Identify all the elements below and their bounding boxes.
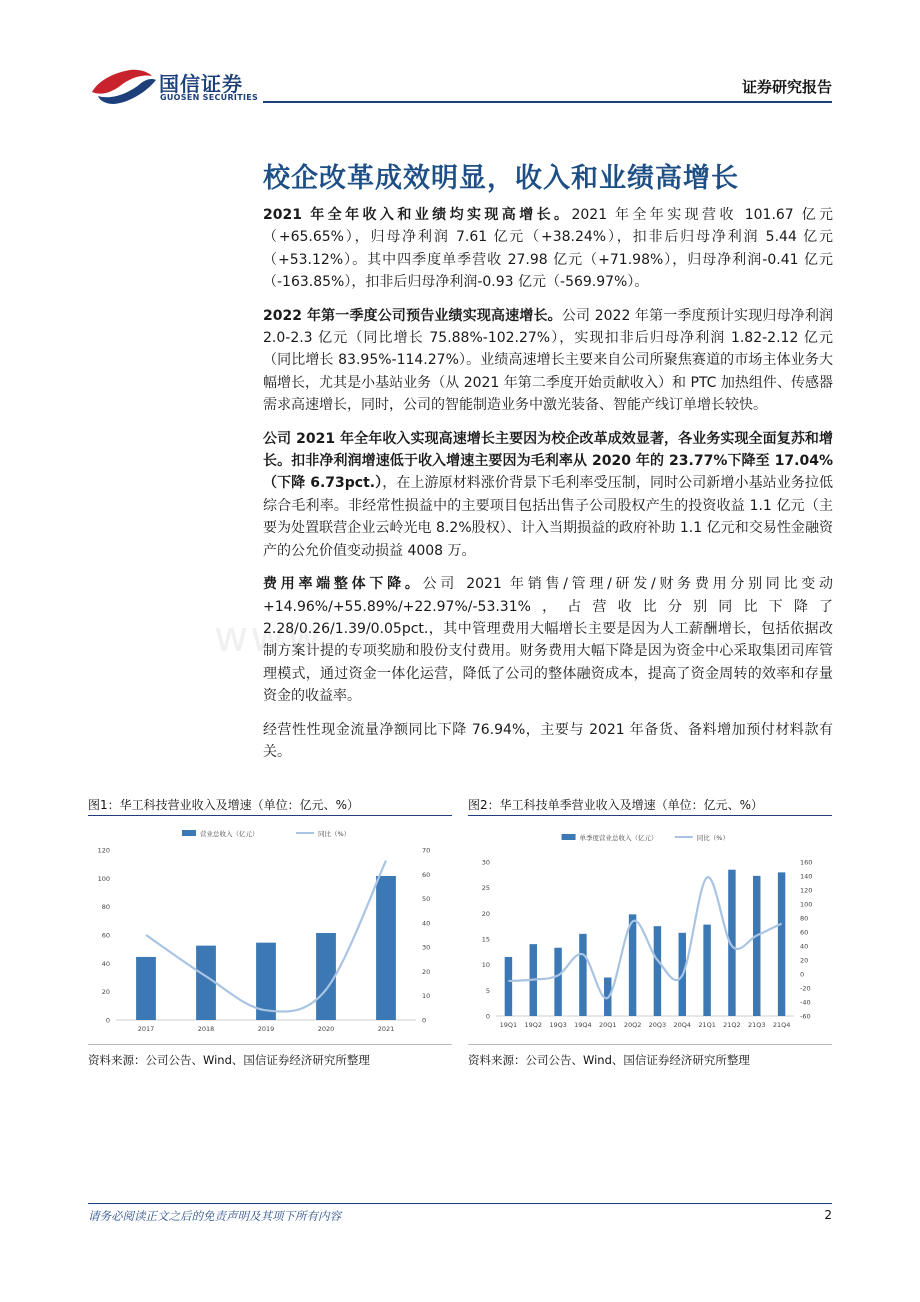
figure-1-chart bbox=[88, 820, 452, 1040]
legend-line-label: 同比（%） bbox=[696, 834, 729, 842]
y-left-tick-label: 80 bbox=[101, 903, 110, 912]
y-right-tick-label: -20 bbox=[800, 984, 811, 993]
paragraph-text: 公司 2021 年销售/管理/研发/财务费用分别同比变动+14.96%/+55.89%/+22.97%/-53.31%，占营收比分别同比下降了 2.28/0.26/1.39/0.05pct.，其中管理费用大幅增长主要是因为人工薪酬增长，包括依据改制方案计提的专项奖励和股份支付费用。财务费用大幅下降是因为资金中心采取集团司库管理模式，通过资金一体化运营，降低了公司的整体融资成本，提高了资金周转的效率和存量资金的收益率。 bbox=[263, 576, 833, 705]
y-left-tick-label: 60 bbox=[101, 931, 110, 940]
y-right-tick-label: 80 bbox=[800, 914, 809, 923]
x-tick-label: 2017 bbox=[137, 1025, 155, 1033]
x-tick-label: 19Q2 bbox=[524, 1021, 543, 1029]
y-right-tick-label: 40 bbox=[422, 919, 431, 928]
figure-2-top-rule bbox=[468, 815, 832, 816]
paragraph bbox=[263, 204, 833, 294]
legend-bar-swatch bbox=[182, 830, 196, 836]
y-left-tick-label: 20 bbox=[481, 909, 490, 918]
figure-2-source: 资料来源：公司公告、Wind、国信证券经济研究所整理 bbox=[468, 1053, 750, 1067]
bar bbox=[136, 957, 156, 1020]
paragraph bbox=[263, 305, 833, 417]
y-left-tick-label: 0 bbox=[485, 1012, 490, 1021]
y-left-tick-label: 30 bbox=[481, 858, 490, 867]
y-left-tick-label: 20 bbox=[101, 988, 110, 997]
y-right-tick-label: 20 bbox=[800, 956, 809, 965]
footer-disclaimer: 请务必阅读正文之后的免责声明及其项下所有内容 bbox=[88, 1209, 341, 1223]
y-right-tick-label: 60 bbox=[422, 870, 431, 879]
paragraph-lead: 2021 年全年收入和业绩均实现高增长。 bbox=[263, 207, 572, 223]
x-tick-label: 2019 bbox=[257, 1025, 275, 1033]
figure-1-top-rule bbox=[88, 815, 452, 816]
y-left-tick-label: 10 bbox=[481, 961, 490, 970]
body-text bbox=[263, 204, 833, 774]
paragraph-text: 2021 年全年实现营收 101.67 亿元（+65.65%），归母净利润 7.61 亿元（+38.24%），扣非后归母净利润 5.44 亿元（+53.12%）。其中四季度单季营收 27.98 亿元（+71.98%），归母净利润-0.41 亿元（-163.85%），扣非后归母净利润-0.93 亿元（-569.97%）。 bbox=[263, 207, 833, 291]
x-tick-label: 21Q3 bbox=[747, 1021, 766, 1029]
bar bbox=[753, 876, 760, 1016]
footer-divider bbox=[88, 1203, 832, 1204]
bar bbox=[376, 876, 396, 1020]
figure-1-title: 图1：华工科技营业收入及增速（单位：亿元、%） bbox=[88, 798, 360, 812]
figure-2-chart bbox=[468, 820, 832, 1040]
paragraph-lead: 公司 2021 年全年收入实现高速增长主要因为校企改革成效显著，各业务实现全面复苏和增长。扣非净利润增速低于收入增速主要因为毛利率从 2020 年的 23.77%下降至 17.04%（下降 6.73pct.） bbox=[263, 430, 833, 492]
legend-bar-swatch bbox=[562, 834, 576, 840]
y-right-tick-label: 60 bbox=[800, 928, 809, 937]
x-tick-label: 20Q3 bbox=[648, 1021, 667, 1029]
page-title: 校企改革成效明显，收入和业绩高增长 bbox=[263, 163, 739, 194]
x-tick-label: 2020 bbox=[317, 1025, 335, 1033]
report-type-label: 证券研究报告 bbox=[741, 78, 832, 96]
logo-english-name: GUOSEN SECURITIES bbox=[160, 93, 259, 102]
figure-2-bottom-rule bbox=[468, 1044, 832, 1045]
growth-line bbox=[508, 877, 781, 998]
paragraph bbox=[263, 428, 833, 562]
bar bbox=[703, 925, 710, 1016]
x-tick-label: 2021 bbox=[377, 1025, 395, 1033]
y-right-tick-label: 30 bbox=[422, 943, 431, 952]
y-left-tick-label: 100 bbox=[97, 874, 110, 883]
x-tick-label: 19Q3 bbox=[549, 1021, 567, 1029]
figure-2-title: 图2：华工科技单季营业收入及增速（单位：亿元、%） bbox=[468, 798, 764, 812]
x-tick-label: 21Q1 bbox=[698, 1021, 716, 1029]
legend-bar-label: 营业总收入（亿元） bbox=[200, 830, 259, 838]
header-divider bbox=[263, 101, 832, 103]
y-right-tick-label: 20 bbox=[422, 967, 431, 976]
bar bbox=[554, 948, 561, 1016]
y-left-tick-label: 5 bbox=[485, 986, 490, 995]
paragraph-text: 公司 2022 年第一季度预计实现归母净利润 2.0-2.3 亿元（同比增长 75.88%-102.27%），实现扣非后归母净利润 1.82-2.12 亿元（同比增长 83.95%-114.27%）。业绩高速增长主要来自公司所聚焦赛道的市场主体业务大幅增长，尤其是小基站业务（从 2021 年第二季度开始贡献收入）和 PTC 加热组件、传感器需求高速增长，同时，公司的智能制造业务中激光装备、智能产线订单增长较快。 bbox=[263, 307, 833, 414]
x-tick-label: 2018 bbox=[197, 1025, 215, 1033]
x-tick-label: 21Q4 bbox=[772, 1021, 791, 1029]
paragraph bbox=[263, 573, 833, 707]
x-tick-label: 20Q4 bbox=[673, 1021, 692, 1029]
page-number: 2 bbox=[824, 1208, 832, 1222]
watermark: www. bbox=[214, 612, 335, 661]
bar bbox=[316, 933, 336, 1020]
bar bbox=[654, 926, 661, 1016]
x-tick-label: 19Q4 bbox=[574, 1021, 592, 1029]
y-right-tick-label: -60 bbox=[800, 1012, 811, 1021]
y-right-tick-label: 70 bbox=[422, 846, 431, 855]
paragraph-text: ，在上游原材料涨价背景下毛利率受压制，同时公司新增小基站业务拉低综合毛利率。非经常性损益中的主要项目包括出售子公司股权产生的投资收益 1.1 亿元（主要为处置联营企业云岭光电 8.2%股权）、计入当期损益的政府补助 1.1 亿元和交易性金融资产的公允价值变动损益 4008 万。 bbox=[263, 475, 834, 559]
bar bbox=[629, 914, 636, 1016]
paragraph-lead: 费用率端整体下降。 bbox=[263, 576, 423, 593]
legend-bar-label: 单季度营业总收入（亿元） bbox=[579, 834, 658, 842]
paragraph-text: 经营性性现金流量净额同比下降 76.94%，主要与 2021 年备货、备料增加预付材料款有关。 bbox=[263, 721, 833, 760]
y-right-tick-label: 120 bbox=[800, 886, 813, 895]
bar bbox=[196, 946, 216, 1020]
x-tick-label: 20Q2 bbox=[623, 1021, 642, 1029]
bar bbox=[778, 872, 785, 1016]
y-right-tick-label: 160 bbox=[800, 858, 813, 867]
y-left-tick-label: 15 bbox=[481, 935, 490, 944]
y-right-tick-label: 50 bbox=[422, 895, 431, 904]
y-right-tick-label: 40 bbox=[800, 942, 809, 951]
y-right-tick-label: 0 bbox=[800, 970, 805, 979]
x-tick-label: 20Q1 bbox=[598, 1021, 617, 1029]
y-left-tick-label: 0 bbox=[105, 1016, 110, 1025]
bar bbox=[505, 957, 512, 1016]
paragraph-lead: 2022 年第一季度公司预告业绩实现高速增长。 bbox=[263, 307, 562, 324]
figure-1-source: 资料来源：公司公告、Wind、国信证券经济研究所整理 bbox=[88, 1053, 370, 1067]
y-left-tick-label: 40 bbox=[101, 959, 110, 968]
x-tick-label: 21Q2 bbox=[723, 1021, 741, 1029]
y-right-tick-label: -40 bbox=[800, 998, 811, 1007]
y-right-tick-label: 0 bbox=[422, 1016, 427, 1025]
figure-1-bottom-rule bbox=[88, 1044, 452, 1045]
bar bbox=[579, 934, 586, 1016]
legend-line-label: 同比（%） bbox=[318, 830, 351, 838]
logo-chinese-name: 国信证券 bbox=[159, 72, 243, 96]
y-left-tick-label: 120 bbox=[97, 846, 110, 855]
y-right-tick-label: 140 bbox=[800, 872, 813, 881]
x-tick-label: 19Q1 bbox=[499, 1021, 518, 1029]
y-right-tick-label: 100 bbox=[800, 900, 813, 909]
paragraph bbox=[263, 719, 833, 764]
y-right-tick-label: 10 bbox=[422, 992, 431, 1001]
y-left-tick-label: 25 bbox=[481, 884, 490, 893]
